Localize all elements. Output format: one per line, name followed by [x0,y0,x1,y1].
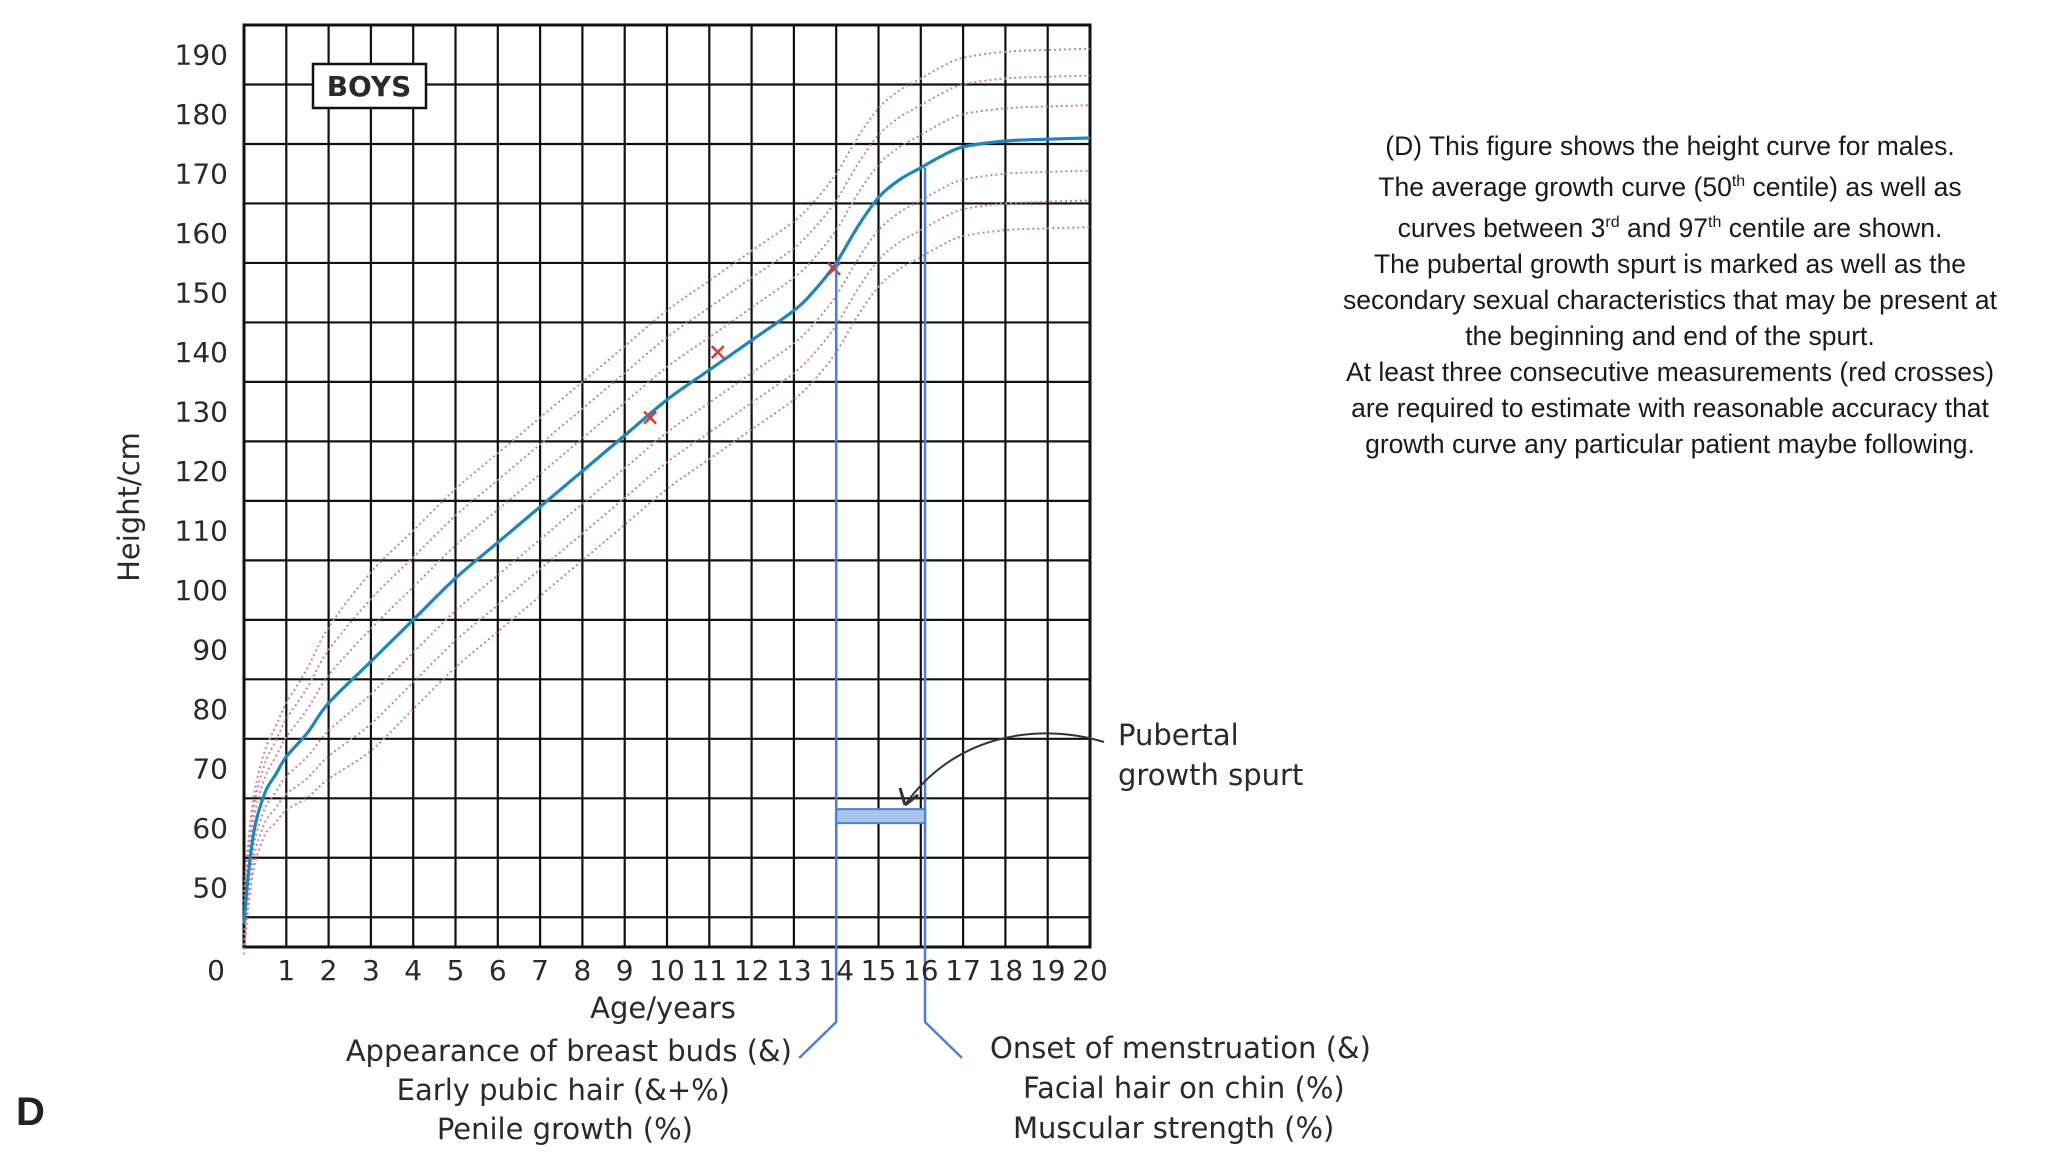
y-tick-label: 150 [174,276,228,310]
x-tick-label: 9 [615,954,634,987]
x-tick-label: 0 [207,954,225,987]
x-tick-label: 13 [776,954,812,987]
description-line-6: the beginning and end of the spurt. [1465,320,1875,351]
x-tick-label: 2 [319,954,338,987]
end-characteristic-3: Muscular strength (%) [1013,1111,1335,1145]
panel-letter: D [16,1090,45,1134]
y-axis-title: Height/cm [112,432,146,582]
x-tick-label: 6 [488,954,507,987]
y-tick-label: 60 [192,812,228,846]
spurt-label-line1: Pubertal [1118,718,1239,752]
x-tick-label: 17 [945,954,981,987]
y-tick-label: 180 [174,98,228,132]
description-line-1: (D) This figure shows the height curve for males. [1385,131,1955,161]
x-axis-title: Age/years [590,991,736,1025]
description-line-5: secondary sexual characteristics that may be present at [1343,284,1997,315]
y-tick-label: 100 [174,574,228,608]
x-tick-label: 19 [1029,954,1066,987]
x-tick-label: 7 [531,954,550,987]
y-tick-label: 190 [174,38,228,72]
x-tick-label: 16 [902,954,939,987]
description-line-7: At least three consecutive measurements (red crosses) [1345,356,1995,387]
y-tick-label: 90 [192,633,228,667]
legend-box [313,64,426,108]
y-tick-label: 50 [192,871,228,905]
legend-label: BOYS [326,70,412,103]
y-tick-label: 170 [174,157,228,191]
x-tick-label: 11 [691,954,728,987]
description-line-3 [1310,205,2030,246]
end-characteristic-1: Onset of menstruation (&) [990,1031,1371,1065]
x-tick-label: 14 [818,954,855,987]
y-tick-label: 160 [174,217,228,251]
x-tick-label: 10 [649,954,685,987]
y-tick-label: 70 [192,752,228,786]
x-tick-label: 15 [860,954,897,987]
start-characteristic-3: Penile growth (%) [436,1112,693,1146]
description-line-2-a: The average growth curve (50 [1378,171,1732,202]
x-tick-label: 8 [573,954,592,987]
description-line-3-c: centile are shown. [1721,212,1943,243]
x-tick-label: 20 [1072,954,1108,987]
end-characteristic-2: Facial hair on chin (%) [1023,1071,1345,1105]
description-line-8: are required to estimate with reasonable accuracy that [1351,392,1989,423]
description-line-9: growth curve any particular patient maybe following. [1365,428,1975,459]
chart-grid [244,25,1090,947]
start-characteristic-1: Appearance of breast buds (&) [345,1034,792,1068]
figure-description [1310,128,2030,462]
description-line-3-a: curves between 3 [1397,212,1606,243]
y-tick-label: 80 [192,693,228,727]
y-tick-label: 120 [174,455,228,489]
spurt-bar [836,809,925,823]
superscript-rd: rd [1605,213,1620,231]
x-tick-label: 3 [361,954,380,987]
superscript-th-2: th [1708,213,1722,231]
spurt-label-line2: growth spurt [1118,758,1304,792]
description-line-3-b: and 97 [1619,212,1709,243]
description-line-2-b: centile) as well as [1745,171,1962,202]
description-line-4: The pubertal growth spurt is marked as well as the [1373,248,1967,279]
x-tick-label: 5 [446,954,465,987]
start-characteristic-2: Early pubic hair (&+%) [396,1073,730,1107]
x-tick-label: 12 [733,954,770,987]
y-tick-label: 130 [174,395,228,429]
x-tick-label: 18 [987,954,1024,987]
y-tick-label: 140 [174,336,228,370]
superscript-th: th [1731,173,1746,190]
x-tick-label: 4 [404,954,423,987]
y-tick-label: 110 [174,514,228,548]
description-line-2 [1310,164,2030,205]
x-tick-label: 1 [277,954,296,987]
